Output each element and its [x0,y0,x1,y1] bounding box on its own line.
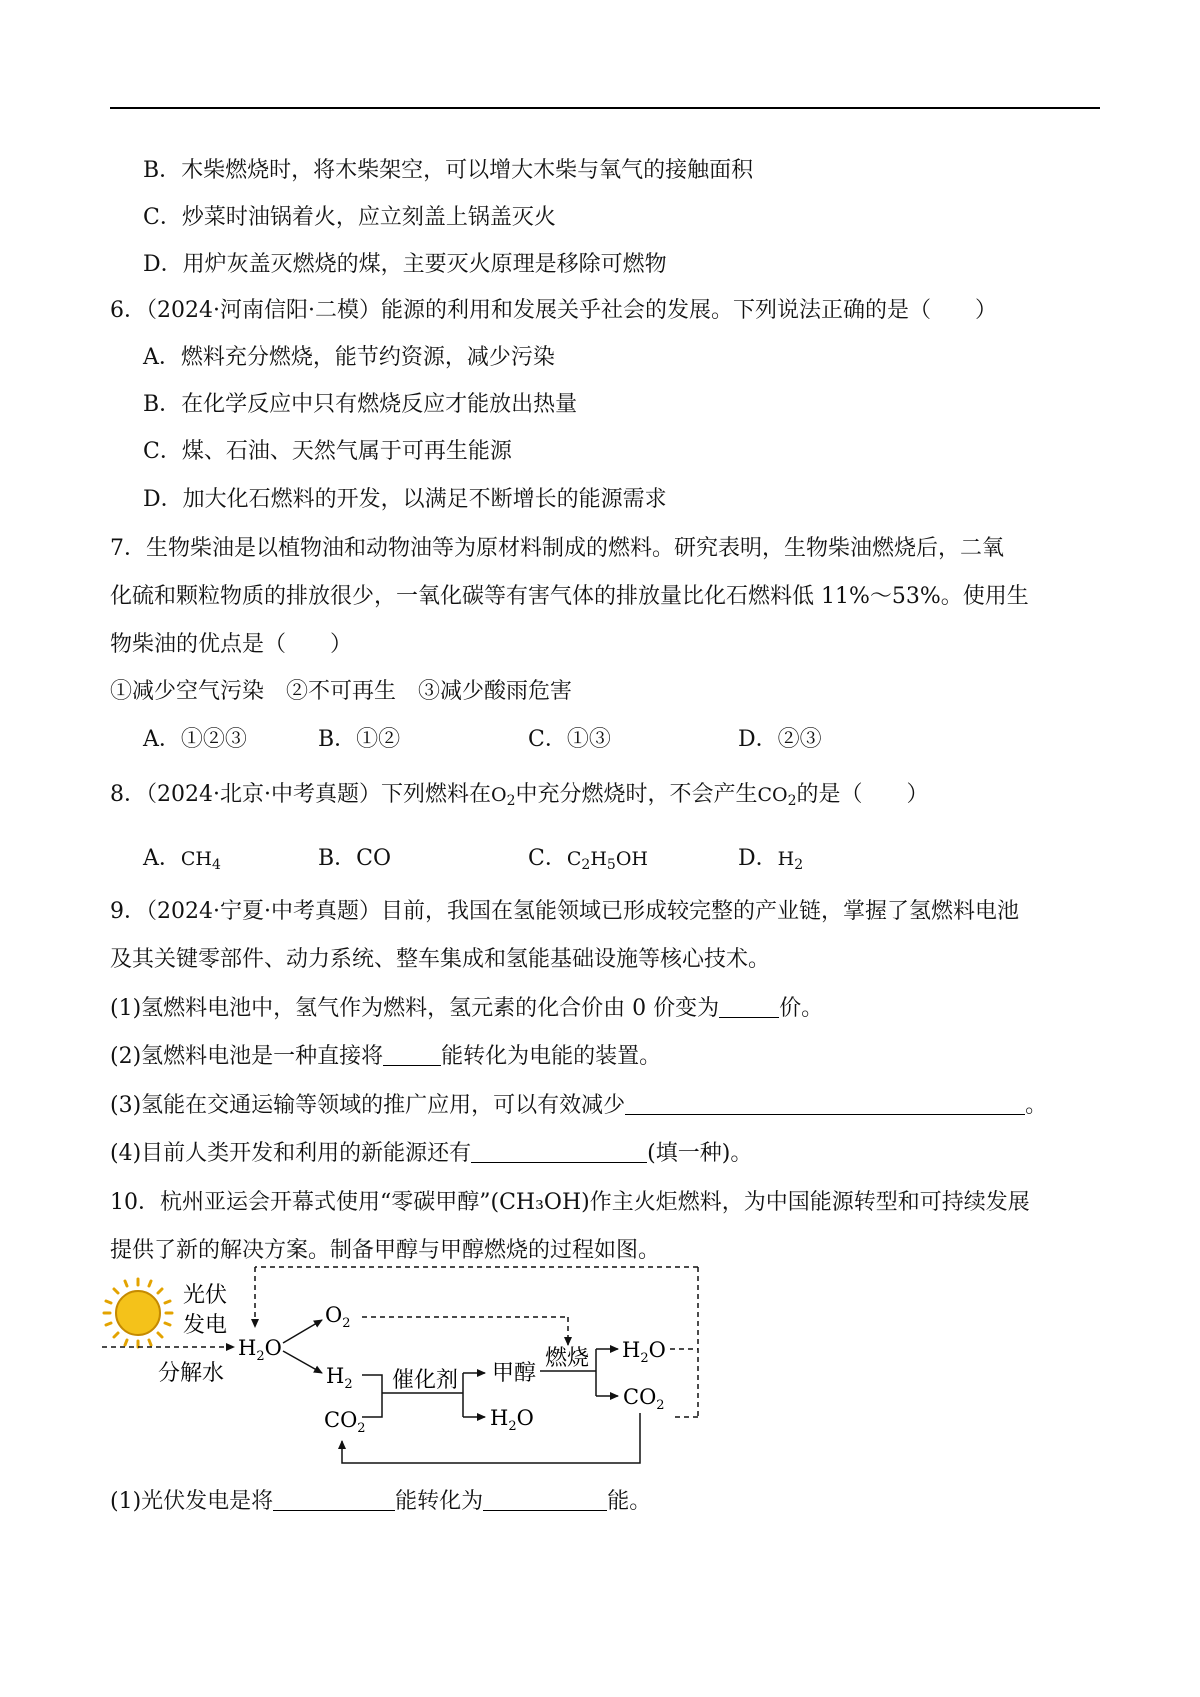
co2-input-co: CO [324,1408,358,1432]
q8-option-a [143,845,221,873]
h2-label [326,1364,353,1392]
q8-d-sub: 2 [794,857,804,873]
q8-a-chem: CH [180,848,212,870]
h2o-source-label [238,1336,282,1364]
q7-items: ①减少空气污染 ②不可再生 ③减少酸雨危害 [110,679,573,704]
q8-option-c-formula [566,848,648,873]
q7-option-b: B．①② [318,727,401,752]
q9-part1-blank[interactable] [719,995,779,1018]
co2-product-co: CO [623,1385,657,1409]
q9-stem-line1: 9．（2024·宁夏·中考真题）目前，我国在氢能领域已形成较完整的产业链，掌握了氢燃料电池 [110,899,1019,924]
q6-option-d: D．加大化石燃料的开发，以满足不断增长的能源需求 [143,487,667,512]
q10-part1-blank2[interactable] [483,1488,607,1511]
q8-option-d [738,845,803,873]
q9-part3 [110,1092,1047,1120]
q9-part2-blank[interactable] [383,1043,441,1066]
q5-option-b: B．木柴燃烧时，将木柴架空，可以增大木柴与氧气的接触面积 [143,158,754,183]
reactant-bracket [362,1375,382,1417]
h2o-product-label [622,1338,666,1366]
h2o-byproduct-o: O [516,1406,534,1430]
pv-label-line1: 光伏 [183,1283,228,1308]
q8-c-chem3: OH [615,848,648,870]
q9-part1-suffix: 价。 [779,996,824,1021]
q7-stem-line1: 7．生物柴油是以植物油和动物油等为原材料制成的燃料。研究表明，生物柴油燃烧后，二氧 [110,536,1005,561]
q9-part4 [110,1140,752,1168]
pv-label-line2: 发电 [183,1313,228,1338]
q9-part2-text: (2)氢燃料电池是一种直接将 [110,1044,384,1069]
q8-c-chem2: H [590,848,607,870]
q7-option-d: D．②③ [738,727,822,752]
h2o-sub: 2 [256,1349,265,1364]
q6-stem: 6．（2024·河南信阳·二模）能源的利用和发展关乎社会的发展。下列说法正确的是（ ） [110,298,997,323]
h2o-byproduct-h: H [490,1406,509,1430]
q8-o2-symbol: O [490,784,507,806]
q8-c-sub1: 2 [581,857,591,873]
h2o-product-h: H [622,1338,641,1362]
q8-option-d-label: D． [738,846,778,871]
methanol-process-diagram [100,1265,780,1495]
q8-option-c [528,845,648,873]
co2-input-sub: 2 [357,1421,366,1436]
q10-part1-mid: 能转化为 [395,1489,484,1514]
q9-part1 [110,995,823,1023]
q9-part1-text: (1)氢燃料电池中，氢气作为燃料，氢元素的化合价由 0 价变为 [110,996,720,1021]
q6-option-c: C．煤、石油、天然气属于可再生能源 [143,439,512,464]
q7-option-a: A．①②③ [143,727,247,752]
q9-part3-text: (3)氢能在交通运输等领域的推广应用，可以有效减少 [110,1093,626,1118]
q8-stem-post: 的是（ ） [796,782,929,807]
q7-stem-line2: 化硫和颗粒物质的排放很少，一氧化碳等有害气体的排放量比化石燃料低 11%～53%。使用生 [110,584,1029,609]
to-h2-arrow [283,1351,322,1373]
h2-h: H [326,1364,345,1388]
co2-product-label [623,1385,665,1413]
o2-label [325,1303,351,1331]
q9-part3-blank[interactable] [625,1092,1025,1115]
q7-stem-line3: 物柴油的优点是（ ） [110,632,353,657]
h2o-byproduct-sub: 2 [508,1419,517,1434]
q5-option-c: C．炒菜时油锅着火，应立刻盖上锅盖灭火 [143,205,556,230]
catalyst-label: 催化剂 [392,1368,459,1393]
q6-option-a: A．燃料充分燃烧，能节约资源，减少污染 [143,345,555,370]
q8-option-a-formula [180,848,221,873]
h2-sub: 2 [344,1377,353,1392]
q9-part2-suffix: 能转化为电能的装置。 [441,1044,662,1069]
q8-co2-subscript: 2 [787,793,797,809]
methanol-label: 甲醇 [492,1361,537,1386]
q6-option-b: B．在化学反应中只有燃烧反应才能放出热量 [143,392,578,417]
h2o-h: H [238,1336,257,1360]
q9-part4-text: (4)目前人类开发和利用的新能源还有 [110,1141,472,1166]
q10-stem-line2: 提供了新的解决方案。制备甲醇与甲醇燃烧的过程如图。 [110,1238,661,1263]
q8-option-c-label: C． [528,846,567,871]
q8-option-d-formula [777,848,804,873]
q9-part3-suffix: 。 [1025,1093,1048,1118]
q8-co2-formula [757,784,797,809]
q8-o2-formula [490,784,516,809]
q9-part4-suffix: (填一种)。 [647,1141,753,1166]
q8-co2-symbol: CO [757,784,788,806]
split-water-label: 分解水 [158,1361,225,1386]
q10-part1-suffix: 能。 [607,1489,652,1514]
q8-stem [110,781,929,809]
q8-stem-mid: 中充分燃烧时，不会产生 [515,782,758,807]
q8-option-b: B．CO [318,846,392,871]
co2-input-label [324,1408,366,1436]
h2o-o: O [264,1336,282,1360]
sun-icon [104,1279,172,1347]
q8-stem-pre: 8．（2024·北京·中考真题）下列燃料在 [110,782,491,807]
q9-stem-line2: 及其关键零部件、动力系统、整车集成和氢能基础设施等核心技术。 [110,947,771,972]
q8-c-sub2: 5 [606,857,616,873]
to-o2-arrow [283,1320,322,1343]
q5-option-d: D．用炉灰盖灭燃烧的煤，主要灭火原理是移除可燃物 [143,252,667,277]
q7-option-c: C．①③ [528,727,611,752]
q10-stem-line1: 10．杭州亚运会开幕式使用“零碳甲醇”(CH₃OH)作主火炬燃料，为中国能源转型和可持续发展 [110,1190,1030,1215]
q10-part1-text: (1)光伏发电是将 [110,1489,274,1514]
o2-sub: 2 [342,1316,351,1331]
q8-o2-subscript: 2 [506,793,516,809]
q8-a-sub: 4 [212,857,221,873]
q9-part2 [110,1043,661,1071]
header-rule [110,107,1100,109]
h2o-byproduct-label [490,1406,534,1434]
o2-o: O [325,1303,343,1327]
q8-d-chem: H [777,848,795,870]
co2-product-sub: 2 [656,1398,665,1413]
q10-part1-blank1[interactable] [273,1488,395,1511]
h2o-product-o: O [648,1338,666,1362]
q10-part1 [110,1488,651,1516]
burn-label: 燃烧 [545,1346,590,1371]
q8-c-chem1: C [566,848,582,870]
q9-part4-blank[interactable] [471,1140,647,1163]
q8-option-a-label: A． [143,846,181,871]
h2o-product-sub: 2 [640,1351,649,1366]
